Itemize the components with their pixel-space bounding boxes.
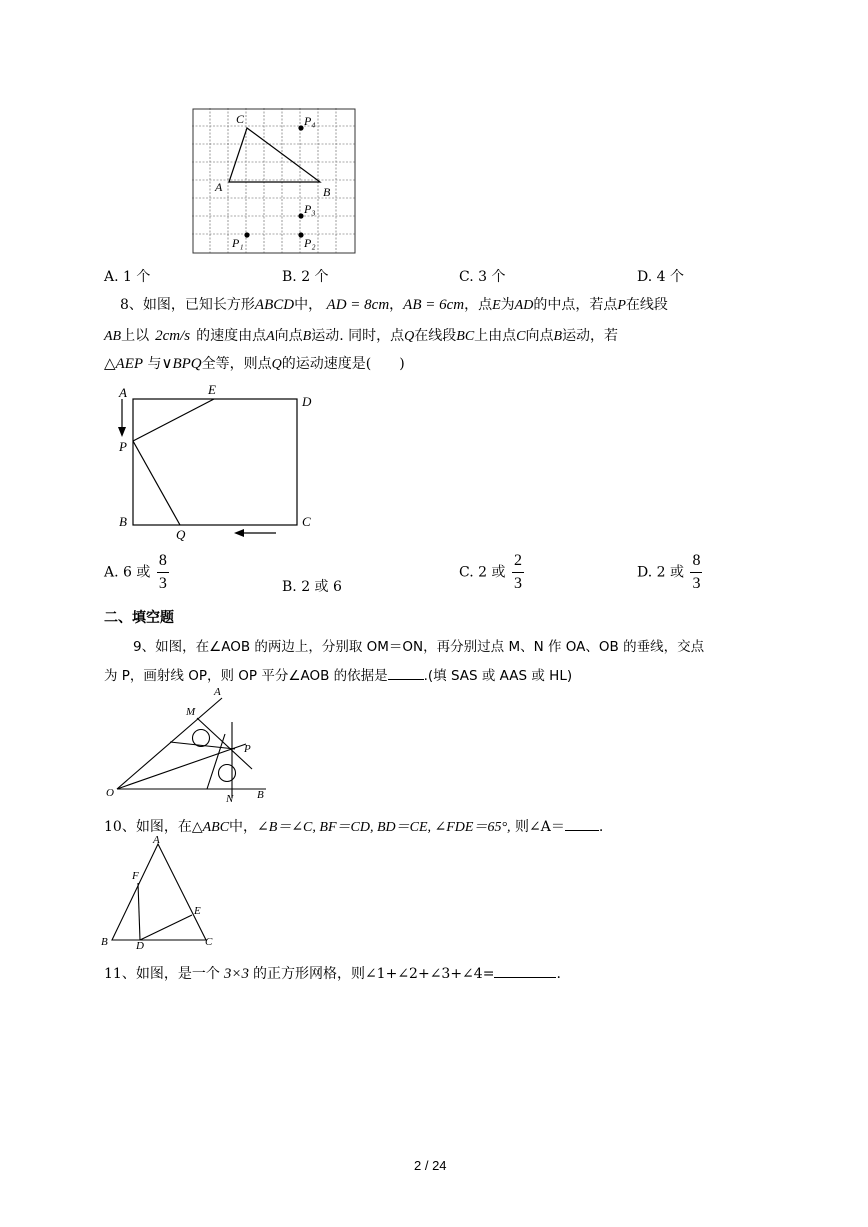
q8-line-3: △AEP 与∨BPQ全等，则点Q的运动速度是( ) xyxy=(104,356,405,372)
q8-option-b[interactable]: B. 2 或 6 xyxy=(282,579,342,595)
q8-label-c: C xyxy=(302,514,311,529)
q9-answer-blank[interactable] xyxy=(388,665,424,680)
q11-question: 11、如图，是一个 3×3 的正方形网格，则∠1+∠2+∠3+∠4= . xyxy=(104,963,561,984)
q8-label-e: E xyxy=(208,382,216,397)
q11-answer-blank[interactable] xyxy=(494,963,556,978)
q9-line-2: 为 P，画射线 OP，则 OP 平分∠AOB 的依据是 .(填 SAS 或 AAS 或 HL) xyxy=(104,665,572,686)
q10-label-d: D xyxy=(136,940,144,952)
q7-label-p3: P₃ xyxy=(304,202,316,216)
q8-line-1: 8、如图，已知长方形ABCD中， AD = 8cm，AB = 6cm，点E为AD的中点，若点P在线段 xyxy=(120,297,668,313)
q10-label-c: C xyxy=(205,936,213,948)
q9-label-a: A xyxy=(214,686,221,698)
q9-line-1: 9、如图，在∠AOB 的两边上，分别取 OM＝ON，再分别过点 M、N 作 OA、OB 的垂线，交点 xyxy=(133,639,705,655)
q8-label-b: B xyxy=(119,514,127,529)
q10-label-e: E xyxy=(194,905,201,917)
q7-point-p1 xyxy=(244,232,249,237)
q8-option-c[interactable]: C. 2 或 $\frac{2}{3}$ xyxy=(459,552,522,592)
q9-label-b: B xyxy=(257,789,264,801)
q8-label-d: D xyxy=(302,394,312,409)
q8-label-p: P xyxy=(119,439,127,454)
q9-label-n: N xyxy=(226,793,234,805)
q8-rectangle-figure xyxy=(110,385,330,545)
q10-question: 10、如图，在△ABC中，∠B＝∠C, BF＝CD, BD＝CE, ∠FDE＝65°, 则∠A＝ . xyxy=(104,816,603,838)
page-number: 2 / 24 xyxy=(414,1158,447,1173)
q9-label-o: O xyxy=(106,787,114,799)
q7-point-p4 xyxy=(298,125,303,130)
q10-answer-blank[interactable] xyxy=(565,816,599,831)
q10-label-b: B xyxy=(101,936,108,948)
q7-label-b: B xyxy=(323,185,331,199)
q7-label-c: C xyxy=(236,112,245,126)
q7-option-d[interactable]: D. 4 个 xyxy=(637,269,684,285)
q8-line-2: AB上以 2cm/s 的速度由点A向点B运动. 同时，点Q在线段BC上由点C向点B运动，若 xyxy=(104,328,619,344)
q8-option-d[interactable]: D. 2 或 $\frac{8}{3}$ xyxy=(637,552,701,592)
q7-triangle-abc xyxy=(229,128,320,182)
q9-label-m: M xyxy=(186,706,196,718)
q10-label-f: F xyxy=(132,870,139,882)
q7-point-p2 xyxy=(298,232,303,237)
section-fill-in-heading: 二、填空题 xyxy=(104,610,174,626)
q8-label-q: Q xyxy=(176,527,186,542)
q7-point-p3 xyxy=(298,213,303,218)
q7-label-p1: P₁ xyxy=(232,236,244,250)
q10-triangle-figure xyxy=(104,836,224,952)
q8-label-a: A xyxy=(119,385,127,400)
q7-label-a: A xyxy=(215,180,223,194)
q9-label-p: P xyxy=(244,743,251,755)
q7-option-b[interactable]: B. 2 个 xyxy=(282,269,329,285)
q7-label-p4: P₄ xyxy=(304,114,316,128)
q7-option-a[interactable]: A. 1 个 xyxy=(104,269,151,285)
q9-angle-figure xyxy=(110,686,280,806)
q7-label-p2: P₂ xyxy=(304,236,316,250)
q10-label-a: A xyxy=(153,834,160,846)
q8-option-a[interactable]: A. 6 或 $\frac{8}{3}$ xyxy=(104,552,167,592)
q7-option-c[interactable]: C. 3 个 xyxy=(459,269,506,285)
